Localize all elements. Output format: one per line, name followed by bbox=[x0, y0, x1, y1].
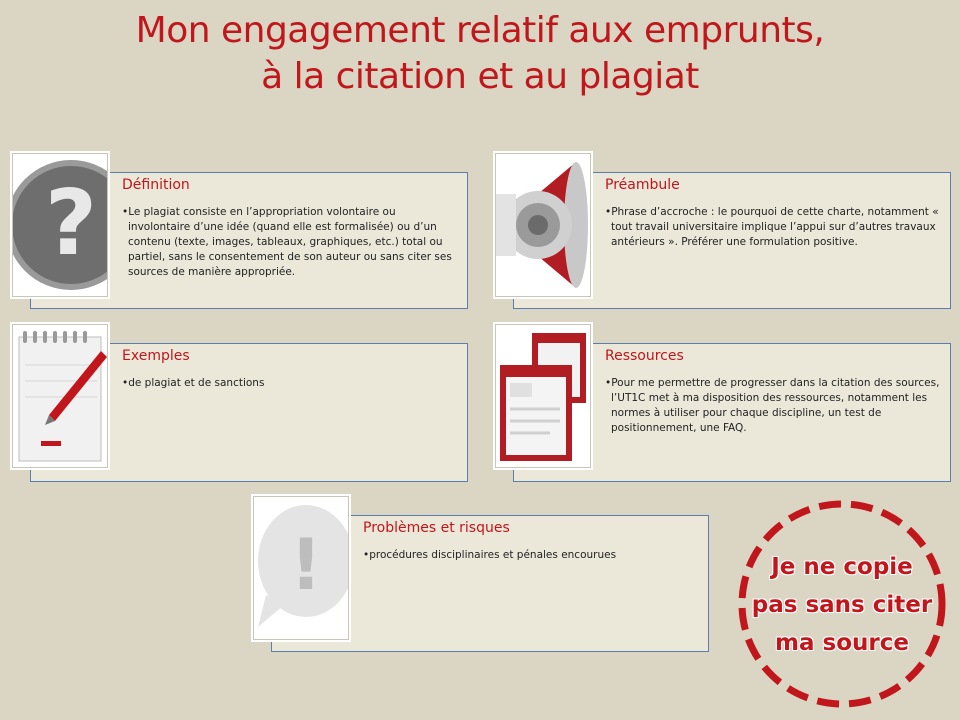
stamp-text bbox=[734, 548, 950, 662]
stamp-line-1: Je ne copie bbox=[771, 554, 913, 580]
stamp-badge bbox=[734, 496, 950, 712]
exclamation-bubble-icon bbox=[253, 496, 349, 640]
card-text: •Pour me permettre de progresser dans la citation des sources, l’UT1C met à ma disposition des ressources, notamment les normes à utiliser pour chaque discipline, un test de positionnement, une FAQ. bbox=[605, 377, 940, 434]
card-heading: Préambule bbox=[605, 177, 680, 193]
svg-text:!: ! bbox=[290, 524, 322, 606]
megaphone-icon bbox=[495, 153, 591, 297]
card-text: •de plagiat et de sanctions bbox=[122, 377, 265, 389]
card-heading: Exemples bbox=[122, 348, 190, 364]
title-line-2: à la citation et au plagiat bbox=[261, 56, 699, 97]
card-heading: Définition bbox=[122, 177, 190, 193]
stamp-line-2: pas sans citer bbox=[751, 592, 933, 618]
card-heading: Problèmes et risques bbox=[363, 520, 510, 536]
title-line-1: Mon engagement relatif aux emprunts, bbox=[135, 10, 825, 51]
documents-icon bbox=[495, 324, 591, 468]
page-title bbox=[0, 8, 960, 100]
card-heading: Ressources bbox=[605, 348, 684, 364]
question-mark-icon bbox=[12, 153, 108, 297]
notepad-pencil-icon bbox=[12, 324, 108, 468]
stamp-line-3: ma source bbox=[775, 630, 909, 656]
card-text: •procédures disciplinaires et pénales encourues bbox=[363, 549, 617, 561]
svg-text:?: ? bbox=[44, 171, 98, 276]
card-text: •Le plagiat consiste en l’appropriation volontaire ou involontaire d’une idée (quand elle est formalisée) ou d’un contenu (texte, images, tableaux, graphiques, etc.) total ou partiel, sans le consentement de son auteur ou sans citer ses sources de manière appropriée. bbox=[122, 206, 452, 278]
card-text: •Phrase d’accroche : le pourquoi de cette charte, notamment « tout travail universitaire implique l’appui sur d’autres travaux antérieurs ». Préférer une formulation positive. bbox=[605, 206, 939, 248]
